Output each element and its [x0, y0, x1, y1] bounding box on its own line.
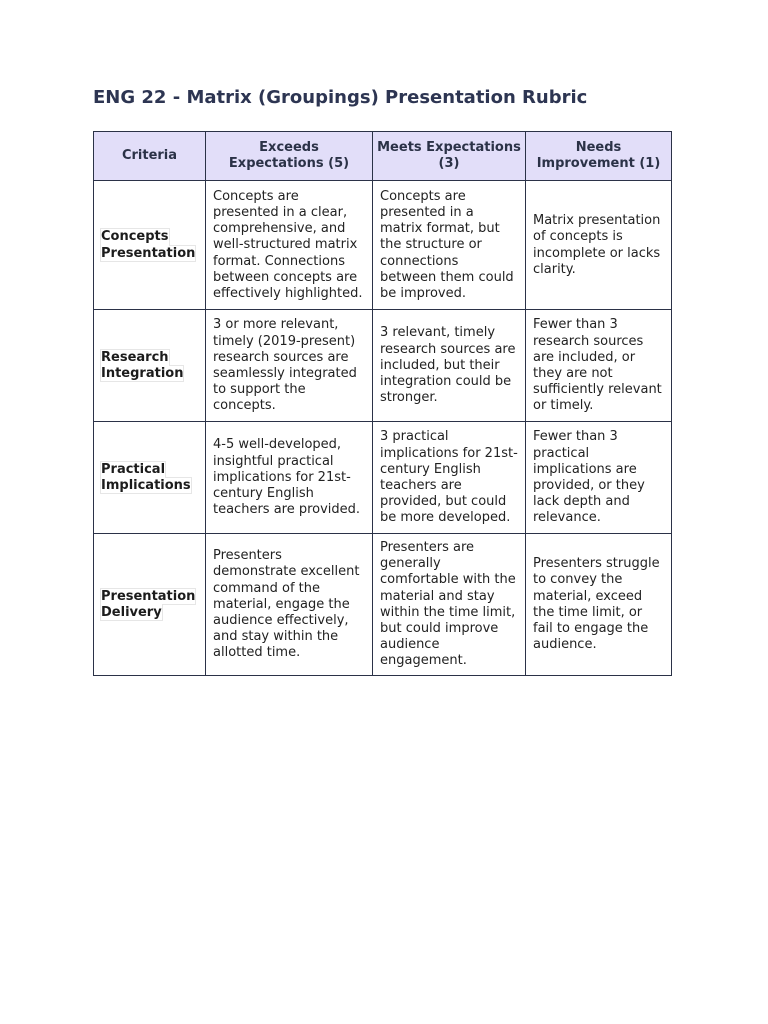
header-exceeds: Exceeds Expectations (5)	[206, 132, 373, 181]
table-row	[94, 181, 672, 310]
criterion-label: Practical Implications	[101, 461, 191, 493]
meets-cell: 3 relevant, timely research sources are included, but their integration could be stronger.	[373, 310, 526, 422]
header-row	[94, 132, 672, 181]
criterion-label: Concepts Presentation	[101, 229, 196, 261]
needs-cell: Fewer than 3 research sources are included, or they are not sufficiently relevant or timely.	[526, 310, 672, 422]
table-row	[94, 534, 672, 676]
meets-cell: 3 practical implications for 21st-century English teachers are provided, but could be more developed.	[373, 422, 526, 534]
criterion-cell	[94, 310, 206, 422]
needs-cell: Fewer than 3 practical implications are provided, or they lack depth and relevance.	[526, 422, 672, 534]
meets-cell: Presenters are generally comfortable with the material and stay within the time limit, but could improve audience engagement.	[373, 534, 526, 676]
header-needs: Needs Improvement (1)	[526, 132, 672, 181]
criterion-label: Research Integration	[101, 349, 184, 381]
table-row	[94, 310, 672, 422]
exceeds-cell: 3 or more relevant, timely (2019-present) research sources are seamlessly integrated to support the concepts.	[206, 310, 373, 422]
header-meets: Meets Expectations (3)	[373, 132, 526, 181]
header-criteria: Criteria	[94, 132, 206, 181]
criterion-cell	[94, 181, 206, 310]
table-row	[94, 422, 672, 534]
criterion-cell	[94, 422, 206, 534]
document-title: ENG 22 - Matrix (Groupings) Presentation Rubric	[93, 87, 588, 108]
meets-cell: Concepts are presented in a matrix format, but the structure or connections between them could be improved.	[373, 181, 526, 310]
criterion-cell	[94, 534, 206, 676]
rubric-table	[93, 131, 672, 676]
exceeds-cell: 4-5 well-developed, insightful practical implications for 21st-century English teachers are provided.	[206, 422, 373, 534]
exceeds-cell: Concepts are presented in a clear, comprehensive, and well-structured matrix format. Connections between concepts are effectively highlighted.	[206, 181, 373, 310]
needs-cell: Matrix presentation of concepts is incomplete or lacks clarity.	[526, 181, 672, 310]
criterion-label: Presentation Delivery	[101, 588, 196, 620]
needs-cell: Presenters struggle to convey the material, exceed the time limit, or fail to engage the audience.	[526, 534, 672, 676]
exceeds-cell: Presenters demonstrate excellent command of the material, engage the audience effectively, and stay within the allotted time.	[206, 534, 373, 676]
